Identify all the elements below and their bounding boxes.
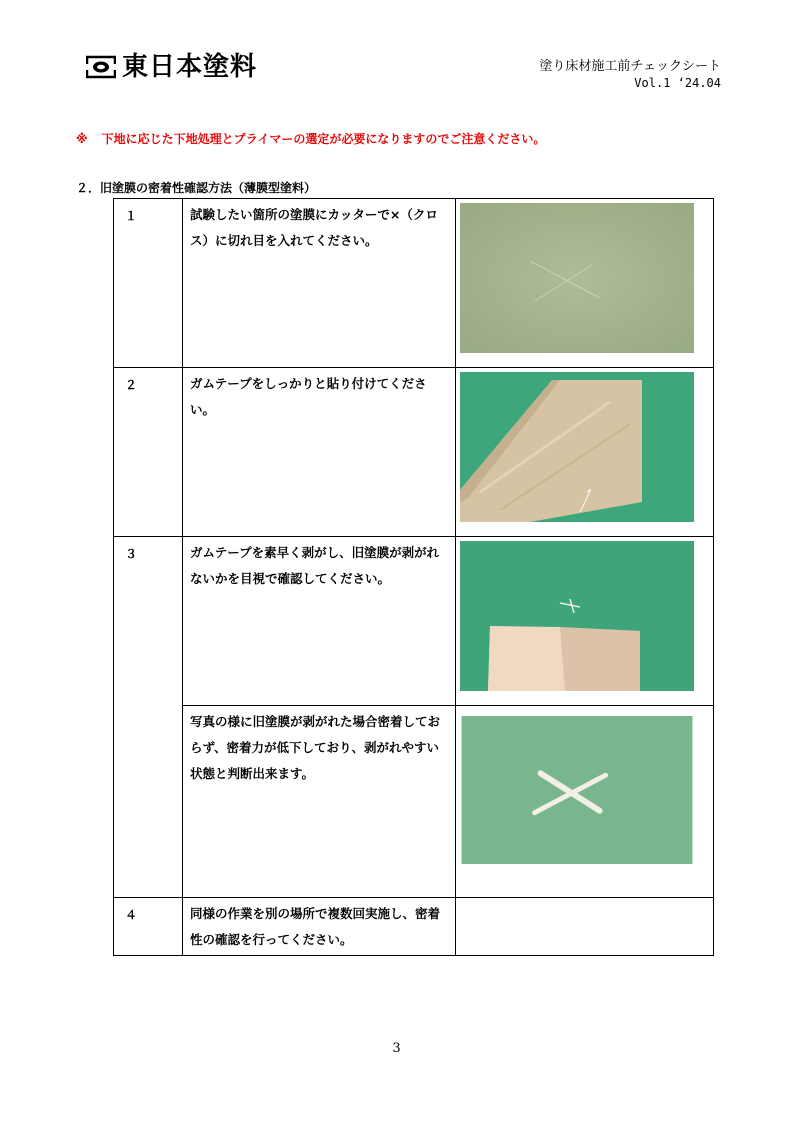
step-photo-cell bbox=[456, 368, 714, 537]
step-photo-cell bbox=[456, 898, 714, 956]
tape-peeled-photo bbox=[460, 541, 694, 691]
step-number: １ bbox=[114, 199, 183, 368]
step-text: 試験したい箇所の塗膜にカッターで×（クロス）に切れ目を入れてください。 bbox=[183, 199, 456, 368]
caution-notice bbox=[76, 130, 545, 147]
tape-applied-photo bbox=[460, 372, 694, 522]
step-number: ４ bbox=[114, 898, 183, 956]
step-photo-cell bbox=[456, 537, 714, 706]
document-title-block bbox=[539, 58, 721, 92]
section-heading: ２．旧塗膜の密着性確認方法（薄膜型塗料） bbox=[76, 181, 317, 195]
step-text: 同様の作業を別の場所で複数回実施し、密着性の確認を行ってください。 bbox=[183, 898, 456, 956]
step-text: ガムテープを素早く剥がし、旧塗膜が剥がれないかを目視で確認してください。 bbox=[183, 537, 456, 706]
document-version: Vol.1 ‘24.04 bbox=[634, 76, 721, 90]
company-emblem-icon bbox=[86, 55, 116, 79]
step-photo-cell bbox=[456, 199, 714, 368]
step-number: ２ bbox=[114, 368, 183, 537]
table-row bbox=[114, 537, 714, 706]
caution-text: 下地に応じた下地処理とプライマーの選定が必要になりますのでご注意ください。 bbox=[101, 132, 546, 146]
company-name: 東日本塗料 bbox=[122, 52, 258, 82]
document-title: 塗り床材施工前チェックシート bbox=[539, 59, 721, 74]
step-text: 写真の様に旧塗膜が剥がれた場合密着しておらず、密着力が低下しており、剥がれやすい状態と判断出来ます。 bbox=[183, 706, 456, 898]
company-logo bbox=[86, 52, 257, 82]
table-row bbox=[114, 898, 714, 956]
table-row bbox=[114, 368, 714, 537]
cut-cross-photo bbox=[460, 203, 694, 353]
table-row bbox=[114, 199, 714, 368]
step-text: ガムテープをしっかりと貼り付けてください。 bbox=[183, 368, 456, 537]
step-number: ３ bbox=[114, 537, 183, 898]
peeled-coating-photo bbox=[460, 716, 694, 864]
page-number: 3 bbox=[392, 1041, 401, 1056]
procedure-table bbox=[113, 198, 714, 956]
table-row bbox=[114, 706, 714, 898]
step-photo-cell bbox=[456, 706, 714, 898]
reference-mark: ※ bbox=[76, 132, 88, 146]
